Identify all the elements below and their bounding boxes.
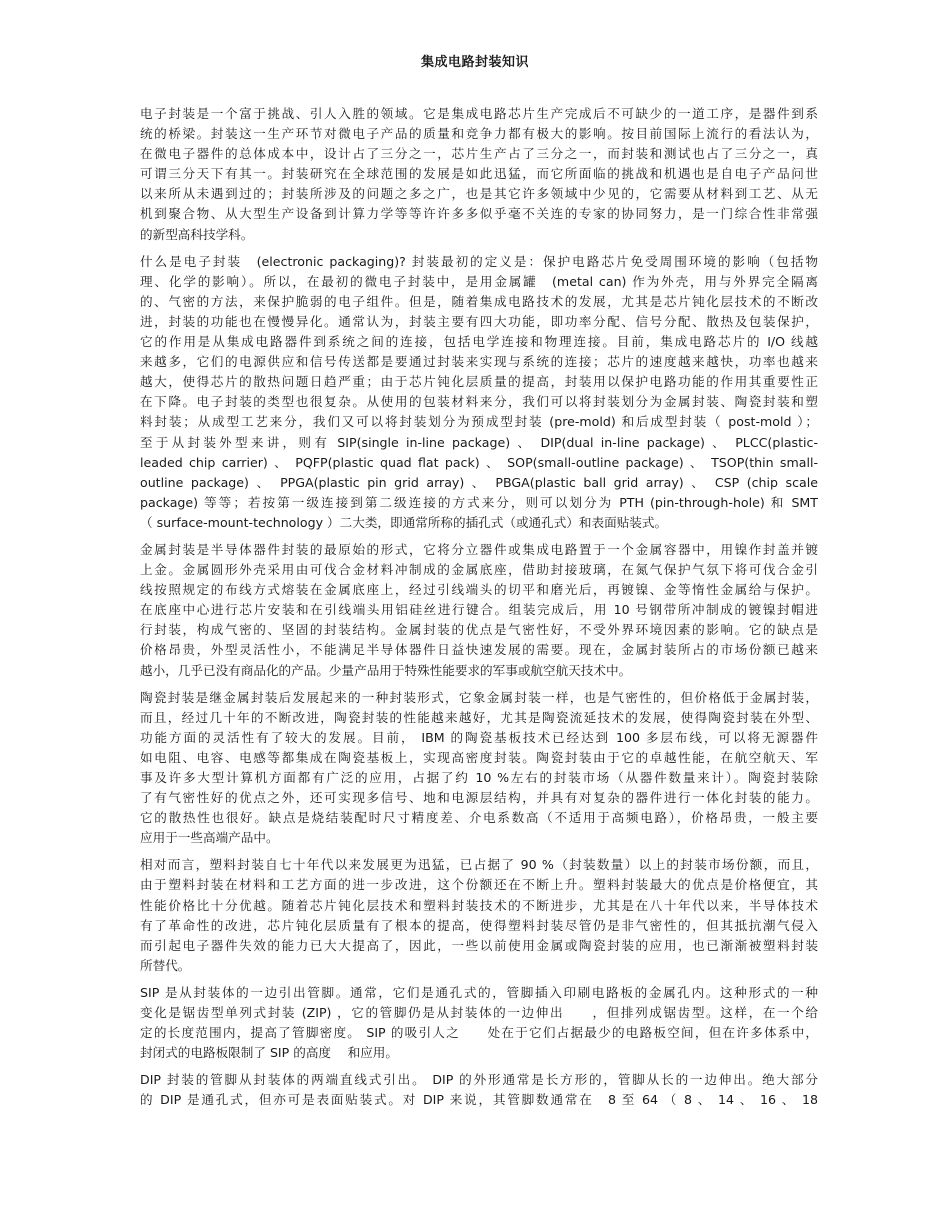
text-line: 进，封装的功能也在慢慢异化。通常认为，封装主要有四大功能，即功率分配、信号分配、散热及包装保护，: [140, 313, 818, 329]
text-line: 它的作用是从集成电路器件到系统之间的连接，包括电学连接和物理连接。目前，集成电路芯片的 I/O 线越: [140, 334, 818, 350]
text-line: 性能价格比十分优越。随着芯片钝化层技术和塑料封装技术的不断进步，尤其是在八十年代以来，半导体技术: [140, 897, 818, 913]
text-line: 价格昂贵，外型灵活性小，不能满足半导体器件日益快速发展的需要。现在，金属封装所占的市场份额已越来: [140, 642, 818, 658]
text-line: 由于塑料封装在材料和工艺方面的进一步改进，这个份额还在不断上升。塑料封装最大的优点是价格便宜，其: [140, 877, 818, 893]
text-line: package) 等等；若按第一级连接到第二级连接的方式来分，则可以划分为 PTH (pin-through-hole) 和 SMT: [140, 494, 818, 510]
text-line: outline package) 、 PPGA(plastic pin grid array) 、 PBGA(plastic ball grid array) 、 CSP (chip scale: [140, 474, 818, 490]
text-line: 越小，几乎已没有商品化的产品。少量产品用于特殊性能要求的军事或航空航天技术中。: [140, 662, 632, 678]
text-line: 以来所从未遇到过的；封装所涉及的问题之多之广，也是其它许多领域中少见的，它需要从材料到工艺、从无: [140, 186, 818, 202]
text-line: 了有气密性好的优点之外，还可实现多信号、地和电源层结构，并具有对复杂的器件进行一体化封装的能力。: [140, 790, 818, 806]
text-line: 变化是锯齿型单列式封装 (ZIP) ，它的管脚仍是从封装体的一边伸出 ，但排列成锯齿型。这样，在一个给: [140, 1005, 818, 1021]
text-line: 机到聚合物、从大型生产设备到计算力学等等许许多多似乎毫不关连的专家的协同努力，是一门综合性非常强: [140, 206, 818, 222]
text-line: 电子封装是一个富于挑战、引人入胜的领域。它是集成电路芯片生产完成后不可缺少的一道工序，是器件到系: [140, 106, 818, 121]
text-line: DIP 封装的管脚从封装体的两端直线式引出。 DIP 的外形通常是长方形的，管脚从长的一边伸出。绝大部分: [140, 1072, 818, 1088]
text-line: 而引起电子器件失效的能力已大大提高了，因此，一些以前使用金属或陶瓷封装的应用，也已渐渐被塑料封装: [140, 937, 818, 953]
text-line: 事及许多大型计算机方面都有广泛的应用，占据了约 10 %左右的封装市场（从器件数量来计）。陶瓷封装除: [140, 770, 818, 785]
text-line: 至于从封装外型来讲，则有 SIP(single in-line package) 、 DIP(dual in-line package) 、 PLCC(plastic-: [140, 434, 818, 450]
paragraph: [140, 252, 818, 533]
text-line: 来越多，它们的电源供应和信号传送都是要通过封装来实现与系统的连接；芯片的速度越来越快，功率也越来: [140, 354, 818, 370]
text-line: 理、化学的影响）。所以，在最初的微电子封装中，是用金属罐 (metal can) 作为外壳，用与外界完全隔离: [140, 273, 818, 289]
text-line: 在下降。电子封装的类型也很复杂。从使用的包装材料来分，我们可以将封装划分为金属封装、陶瓷封装和塑: [140, 394, 818, 410]
text-line: 料封装；从成型工艺来分，我们又可以将封装划分为预成型封装 (pre-mold) 和后成型封装（ post-mold ）；: [140, 414, 818, 430]
text-line: 行封装，构成气密的、坚固的封装结构。金属封装的优点是气密性好，不受外界环境因素的影响。它的缺点是: [140, 622, 818, 638]
paragraph: [140, 983, 818, 1063]
document-body: [140, 104, 818, 1118]
paragraph: [140, 540, 818, 681]
text-line: 统的桥梁。封装这一生产环节对微电子产品的质量和竞争力都有极大的影响。按目前国际上流行的看法认为，: [140, 126, 818, 142]
text-line: 上金。金属圆形外壳采用由可伐合金材料冲制成的金属底座，借助封接玻璃，在氮气保护气氛下将可伐合金引: [140, 562, 818, 578]
text-line: 它的散热性也很好。缺点是烧结装配时尺寸精度差、介电系数高（不适用于高频电路），价格昂贵，一般主要: [140, 810, 818, 826]
text-line: 陶瓷封装是继金属封装后发展起来的一种封装形式，它象金属封装一样，也是气密性的，但价格低于金属封装，: [140, 689, 818, 705]
text-line: 越大，使得芯片的散热问题日趋严重；由于芯片钝化层质量的提高，封装用以保护电路功能的作用其重要性正: [140, 374, 818, 390]
text-line: 什么是电子封装 (electronic packaging)? 封装最初的定义是：保护电路芯片免受周围环境的影响（包括物: [140, 253, 818, 269]
text-line: 在底座中心进行芯片安装和在引线端头用铝硅丝进行键合。组装完成后，用 10 号钢带所冲制成的镀镍封帽进: [140, 602, 818, 618]
text-line: （ surface-mount-technology ）二大类，即通常所称的插孔式（或通孔式）和表面贴装式。: [140, 514, 668, 530]
text-line: 金属封装是半导体器件封装的最原始的形式，它将分立器件或集成电路置于一个金属容器中，用镍作封盖并镀: [140, 541, 818, 557]
paragraph: [140, 1070, 818, 1110]
text-line: 线按照规定的布线方式熔装在金属底座上，经过引线端头的切平和磨光后，再镀镍、金等惰性金属给与保护。: [140, 582, 818, 598]
text-line: 定的长度范围内，提高了管脚密度。 SIP 的吸引人之 处在于它们占据最少的电路板空间，但在许多体系中，: [140, 1025, 818, 1041]
text-line: 封闭式的电路板限制了 SIP 的高度 和应用。: [140, 1045, 398, 1061]
text-line: 的 DIP 是通孔式，但亦可是表面贴装式。对 DIP 来说，其管脚数通常在 8 至 64 （ 8 、 14 、 16 、 18: [140, 1092, 818, 1108]
paragraph: [140, 688, 818, 849]
text-line: 功能方面的灵活性有了较大的发展。目前， IBM 的陶瓷基板技术已经达到 100 多层布线，可以将无源器件: [140, 729, 818, 745]
text-line: 在微电子器件的总体成本中，设计占了三分之一，芯片生产占了三分之一，而封装和测试也占了三分之一，真: [140, 146, 818, 162]
text-line: 有了革命性的改进，芯片钝化层质量有了根本的提高，使得塑料封装尽管仍是非气密性的，但其抵抗潮气侵入: [140, 917, 818, 933]
text-line: 如电阻、电容、电感等都集成在陶瓷基板上，实现高密度封装。陶瓷封装由于它的卓越性能，在航空航天、军: [140, 749, 818, 765]
text-line: 而且，经过几十年的不断改进，陶瓷封装的性能越来越好，尤其是陶瓷流延技术的发展，使得陶瓷封装在外型、: [140, 709, 818, 725]
document-title: 集成电路封装知识: [420, 55, 529, 70]
paragraph: [140, 855, 818, 976]
text-line: 的、气密的方法，来保护脆弱的电子组件。但是，随着集成电路技术的发展，尤其是芯片钝化层技术的不断改: [140, 293, 818, 309]
text-line: 的新型高科技学科。: [140, 226, 254, 242]
paragraph: [140, 104, 818, 245]
text-line: 可谓三分天下有其一。封装研究在全球范围的发展是如此迅猛，而它所面临的挑战和机遇也是自电子产品问世: [140, 166, 818, 182]
text-line: 相对而言，塑料封装自七十年代以来发展更为迅猛，已占据了 90 %（封装数量）以上的封装市场份额，而且，: [140, 857, 818, 873]
text-line: SIP 是从封装体的一边引出管脚。通常，它们是通孔式的，管脚插入印刷电路板的金属孔内。这种形式的一种: [140, 984, 818, 1000]
text-line: 所替代。: [140, 957, 191, 973]
text-line: 应用于一些高端产品中。: [140, 830, 279, 846]
text-line: leaded chip carrier) 、 PQFP(plastic quad flat pack) 、 SOP(small-outline package) 、 TSOP(thin small-: [140, 454, 818, 470]
